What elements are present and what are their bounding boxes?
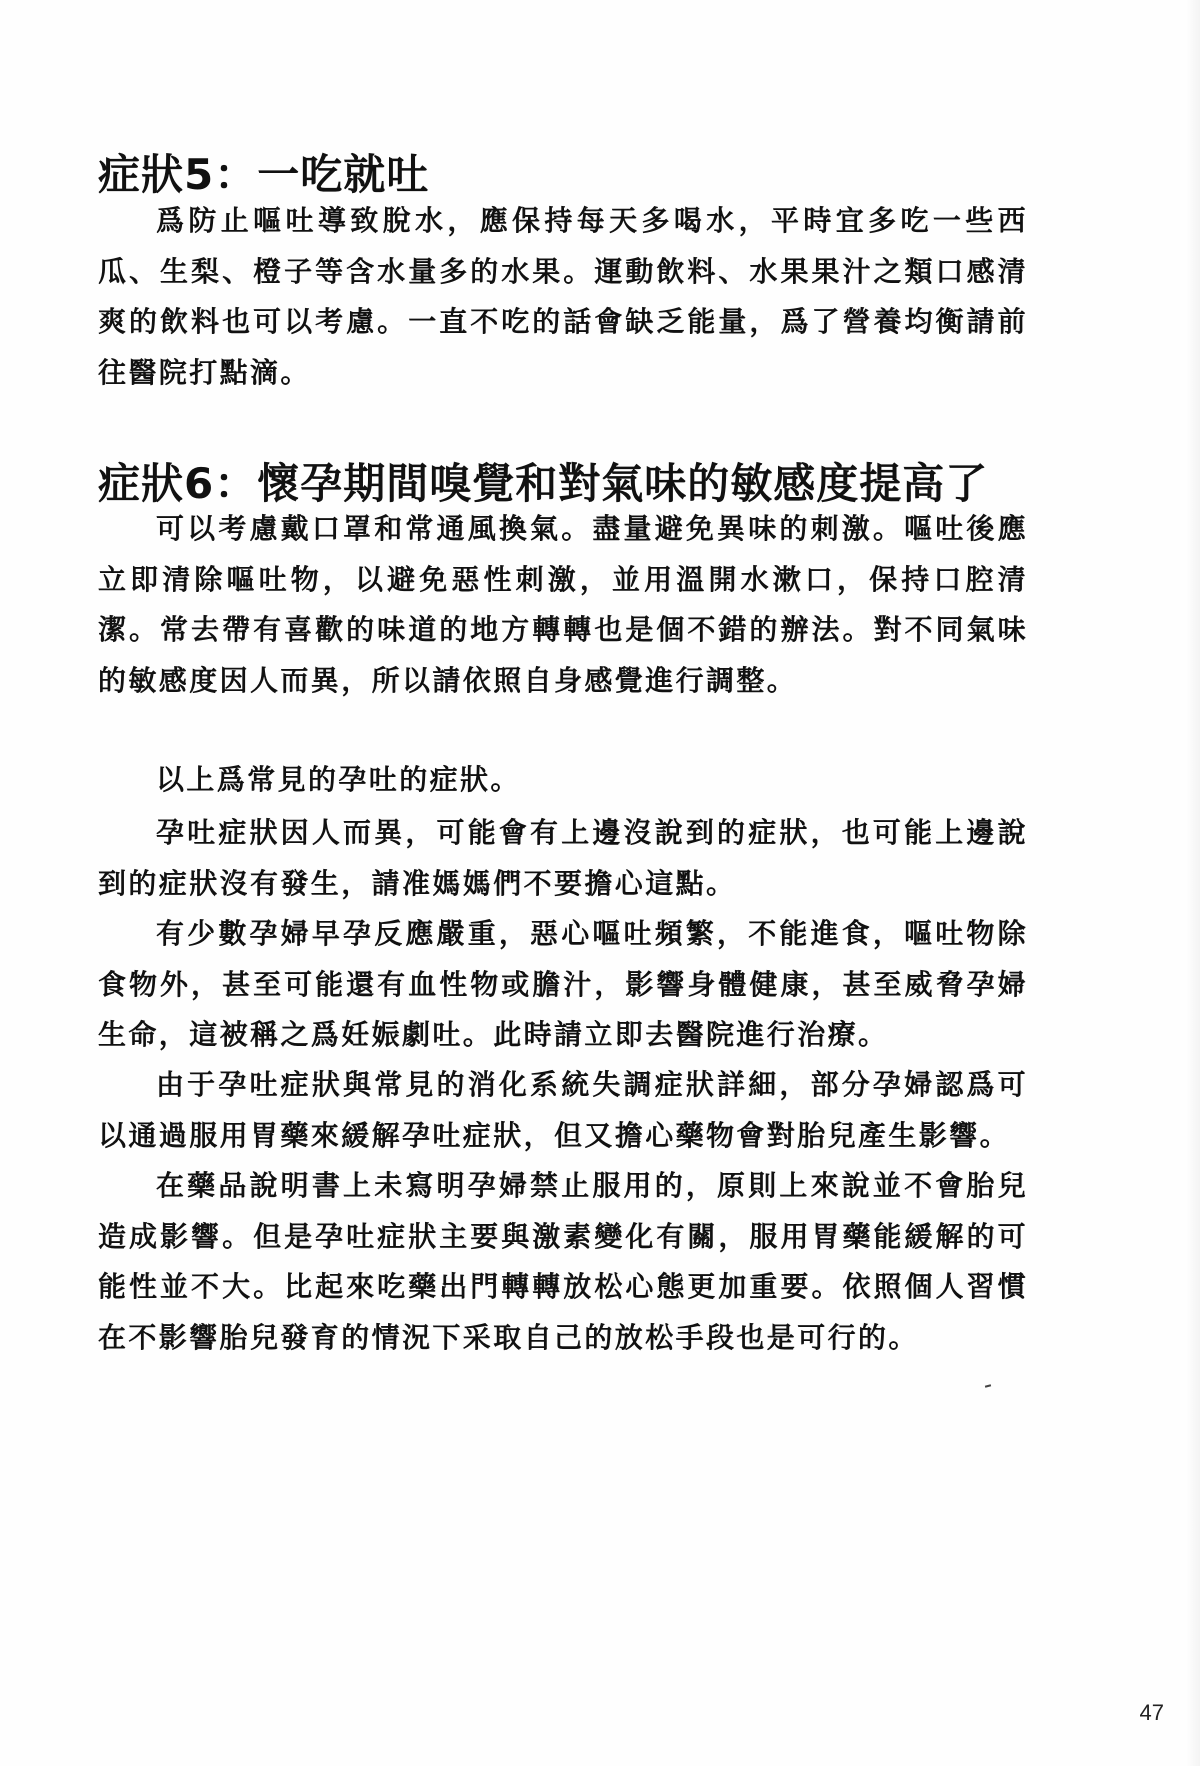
- page-number: 47: [1139, 1700, 1164, 1725]
- closing-paragraph-stomach-medicine: 由于孕吐症狀與常見的消化系統失調症狀詳細，部分孕婦認爲可以通過服用胃藥來緩解孕吐症狀，但又擔心藥物會對胎兒產生影響。: [98, 1068, 1028, 1152]
- section-title-symptom-5: 症狀5：一吃就吐: [98, 150, 430, 199]
- symptom-6-paragraph: 可以考慮戴口罩和常通風換氣。盡量避免異味的刺激。嘔吐後應立即清除嘔吐物，以避免惡性刺激，並用溫開水漱口，保持口腔清潔。常去帶有喜歡的味道的地方轉轉也是個不錯的辦法。對不同氣味的敏感度因人而異，所以請依照自身感覺進行調整。: [98, 512, 1028, 697]
- closing-paragraph-medicine-advice: 在藥品說明書上未寫明孕婦禁止服用的，原則上來說並不會胎兒造成影響。但是孕吐症狀主要與激素變化有關，服用胃藥能緩解的可能性並不大。比起來吃藥出門轉轉放松心態更加重要。依照個人習慣在不影響胎兒發育的情況下采取自己的放松手段也是可行的。: [98, 1169, 1028, 1354]
- closing-paragraph-variation: 孕吐症狀因人而異，可能會有上邊沒說到的症狀，也可能上邊說到的症狀沒有發生，請准媽媽們不要擔心這點。: [98, 816, 1028, 900]
- symptom-5-paragraph: 爲防止嘔吐導致脫水，應保持每天多喝水，平時宜多吃一些西瓜、生梨、橙子等含水量多的水果。運動飲料、水果果汁之類口感清爽的飲料也可以考慮。一直不吃的話會缺乏能量，爲了營養均衡請前往醫院打點滴。: [98, 204, 1028, 389]
- closing-summary-line: 以上爲常見的孕吐的症狀。: [156, 763, 521, 796]
- closing-paragraph-hyperemesis: 有少數孕婦早孕反應嚴重，惡心嘔吐頻繁，不能進食，嘔吐物除食物外，甚至可能還有血性物或膽汁，影響身體健康，甚至威脅孕婦生命，這被稱之爲妊娠劇吐。此時請立即去醫院進行治療。: [98, 917, 1028, 1051]
- section-title-symptom-6: 症狀6：懷孕期間嗅覺和對氣味的敏感度提高了: [98, 459, 989, 508]
- stray-ink-mark: [985, 1384, 991, 1387]
- page-edge-shadow: [1186, 0, 1200, 1766]
